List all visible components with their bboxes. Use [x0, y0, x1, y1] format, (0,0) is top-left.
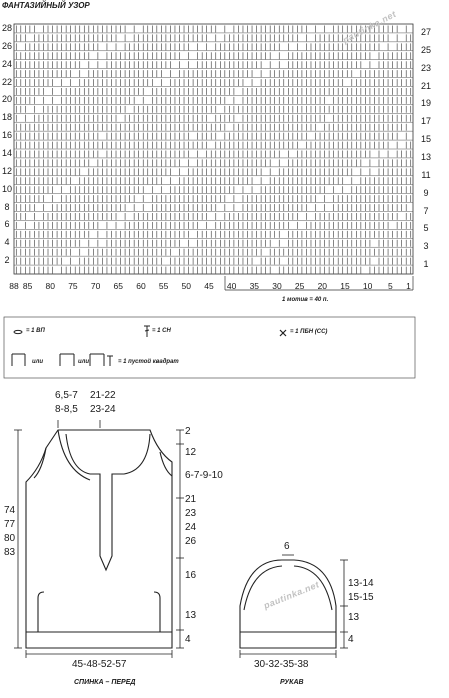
row-number-right: 1 — [423, 259, 429, 270]
body-dim-12: 12 — [185, 447, 197, 458]
row-number-left: 16 — [1, 130, 12, 141]
legend-or-1: или — [32, 359, 44, 365]
chart-title: ФАНТАЗИЙНЫЙ УЗОР — [2, 1, 90, 10]
stitch-number: 75 — [68, 281, 78, 291]
sleeve-caption: РУКАВ — [280, 679, 304, 686]
body-dim-83: 83 — [4, 547, 16, 558]
body-top-center-b: 23-24 — [90, 404, 116, 415]
watermark: pautinka.net — [341, 8, 398, 46]
stitch-number: 10 — [362, 281, 373, 291]
row-number-left: 14 — [1, 148, 12, 158]
legend-dc-label: = 1 СН — [152, 328, 171, 334]
row-number-left: 2 — [4, 255, 10, 266]
stitch-number: 15 — [340, 281, 350, 291]
body-dim-23: 23 — [185, 508, 197, 519]
body-bottom-width: 45-48-52-57 — [72, 659, 127, 670]
legend-sc-label: = 1 ПБН (СС) — [290, 329, 328, 335]
legend-chain-label: = 1 ВП — [26, 328, 45, 334]
row-number-right: 13 — [420, 151, 431, 162]
row-number-right: 3 — [423, 241, 429, 252]
row-number-left: 18 — [1, 112, 12, 123]
row-number-right: 19 — [420, 98, 431, 109]
row-number-right: 23 — [420, 62, 431, 73]
sleeve-bottom-width: 30-32-35-38 — [254, 659, 309, 670]
row-number-right: 25 — [420, 44, 431, 55]
row-number-right: 21 — [420, 80, 431, 91]
body-dim-26: 26 — [185, 536, 197, 547]
row-number-right: 15 — [420, 134, 431, 145]
body-caption: СПИНКА – ПЕРЕД — [74, 679, 136, 686]
body-dim-24: 24 — [185, 522, 197, 533]
sleeve-dim-b: 15-15 — [348, 592, 374, 603]
stitch-number: 1 — [406, 281, 411, 291]
legend-empty-square-label: = 1 пустой квадрат — [118, 359, 179, 365]
row-number-left: 22 — [1, 76, 12, 87]
stitch-number: 65 — [113, 281, 124, 291]
body-dim-80: 80 — [4, 533, 16, 544]
body-dim-4: 4 — [185, 634, 191, 645]
body-dim-77: 77 — [4, 519, 16, 530]
sleeve-dim-a: 13-14 — [348, 578, 374, 589]
row-number-left: 20 — [1, 94, 12, 105]
row-number-right: 17 — [420, 116, 431, 127]
row-number-left: 28 — [1, 23, 12, 33]
row-number-left: 10 — [1, 183, 12, 194]
row-number-left: 26 — [1, 40, 12, 51]
row-number-left: 6 — [4, 219, 10, 230]
stitch-number: 25 — [294, 281, 305, 291]
motif-note: 1 мотив = 40 п. — [282, 297, 329, 303]
sleeve-dim-13: 13 — [348, 612, 360, 623]
body-dim-6: 6-7-9-10 — [185, 470, 223, 481]
body-top-left-a: 6,5-7 — [55, 390, 78, 401]
body-dim-13: 13 — [185, 610, 197, 621]
sleeve-dim-4: 4 — [348, 634, 354, 645]
watermark-2: pautinka.net — [262, 579, 321, 611]
body-top-center-a: 21-22 — [90, 390, 116, 401]
row-number-right: 11 — [421, 169, 431, 180]
stitch-number: 80 — [45, 281, 55, 291]
body-top-left-b: 8-8,5 — [55, 404, 78, 415]
row-number-left: 12 — [1, 165, 12, 176]
row-number-right: 5 — [423, 223, 429, 234]
legend-or-2: или — [78, 359, 90, 365]
body-dim-16: 16 — [185, 570, 197, 581]
stitch-number: 85 — [22, 281, 33, 291]
stitch-number: 45 — [204, 281, 214, 291]
row-number-left: 24 — [1, 58, 12, 69]
row-number-right: 27 — [420, 26, 431, 37]
row-number-right: 7 — [423, 205, 429, 216]
body-dim-74: 74 — [4, 505, 16, 516]
stitch-number: 88 — [9, 281, 19, 291]
row-number-left: 4 — [4, 237, 10, 248]
stitch-number: 60 — [136, 281, 146, 291]
stitch-number: 40 — [226, 281, 237, 291]
row-number-right: 9 — [423, 187, 429, 198]
body-dim-21: 21 — [185, 494, 197, 505]
stitch-number: 70 — [90, 281, 101, 291]
sleeve-dim-top: 6 — [284, 541, 290, 552]
stitch-number: 55 — [158, 281, 169, 291]
body-dim-2: 2 — [185, 426, 191, 437]
stitch-number: 20 — [317, 281, 328, 291]
stitch-number: 30 — [272, 281, 282, 291]
stitch-number: 50 — [181, 281, 192, 291]
row-number-left: 8 — [4, 201, 10, 212]
stitch-number: 35 — [249, 281, 260, 291]
stitch-number: 5 — [387, 281, 393, 291]
